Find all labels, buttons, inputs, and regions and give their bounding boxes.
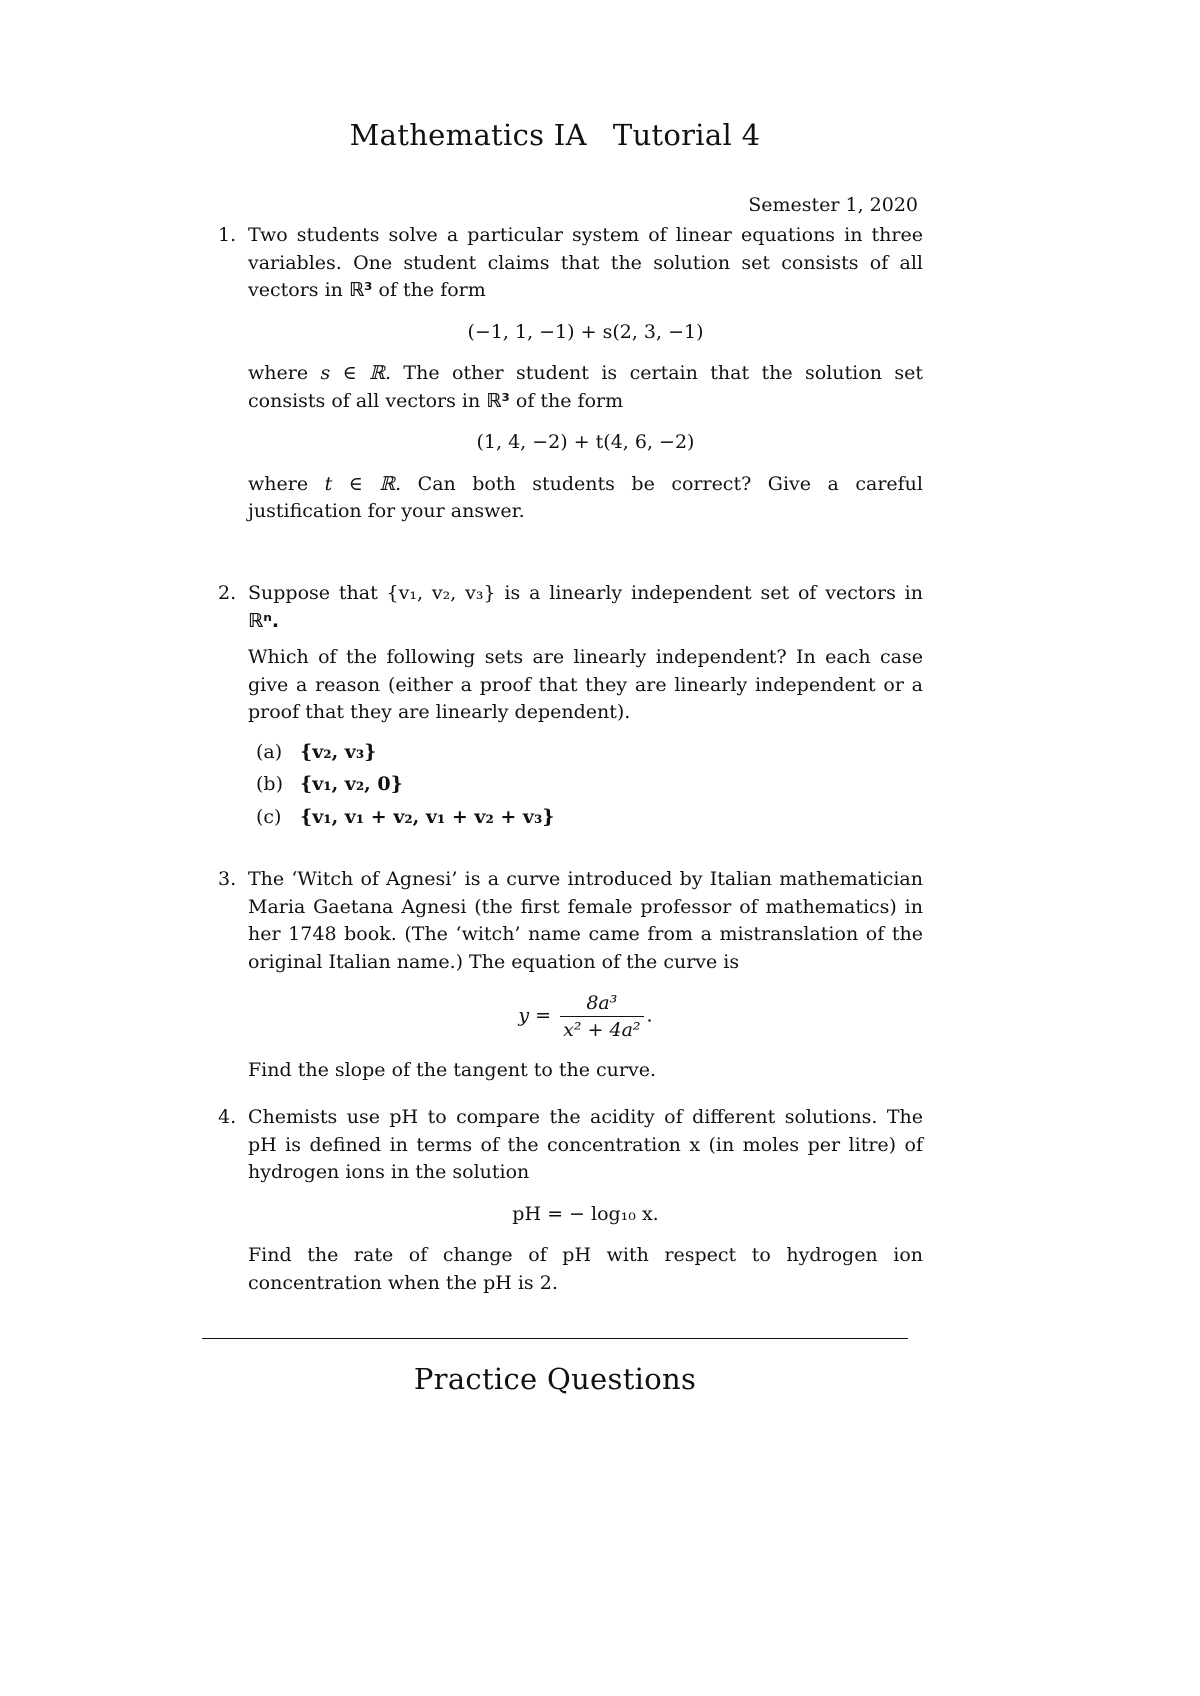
subquestion-label: (c) bbox=[256, 805, 282, 828]
question-3 bbox=[218, 866, 923, 1085]
reals-symbol: ℝ³ bbox=[348, 279, 373, 301]
list-item bbox=[248, 739, 923, 767]
question-text: Find the rate of change of pH with respect to hydrogen ion concentration when the pH is 2. bbox=[248, 1244, 923, 1294]
question-text: Chemists use pH to compare the acidity of different solutions. The pH is defined in terms of the concentration x (in moles per litre) of hydrogen ions in the solution bbox=[248, 1106, 923, 1183]
subquestion-set: {v₁, v₂, 0} bbox=[300, 773, 403, 795]
question-text: The ‘Witch of Agnesi’ is a curve introduced by Italian mathematician Maria Gaetana Agnesi (the first female professor of mathematics) in her 1748 book. (The ‘witch’ name came from a mistranslation of the original Italian name.) The equation of the curve is bbox=[248, 868, 923, 973]
equation: (1, 4, −2) + t(4, 6, −2) bbox=[476, 431, 695, 453]
equation: pH = − log₁₀ x. bbox=[512, 1202, 659, 1225]
section-heading: Practice Questions bbox=[413, 1362, 697, 1396]
subquestion-label: (b) bbox=[256, 773, 283, 795]
semester-label: Semester 1, 2020 bbox=[748, 194, 918, 216]
list-item bbox=[248, 771, 923, 799]
question-text: Suppose that {v₁, v₂, v₃} is a linearly independent set of vectors in ℝⁿ. bbox=[248, 582, 923, 632]
fraction bbox=[560, 990, 643, 1043]
question-number: 3. bbox=[218, 868, 237, 890]
math-condition: t ∈ ℝ. bbox=[324, 472, 402, 495]
title-course: Mathematics IA bbox=[349, 118, 587, 152]
fraction-numerator: 8a³ bbox=[560, 990, 643, 1017]
question-text: Which of the following sets are linearly independent? In each case give a reason (either a proof that they are linearly independent or a proof that they are linearly dependent). bbox=[248, 646, 923, 723]
equation: y = $\frac{\text{8a³}}{\text{x² + 4a²}}$ . bbox=[518, 992, 653, 1041]
section-divider bbox=[202, 1338, 908, 1339]
question-text: Two students solve a particular system of linear equations in three variables. One student claims that the solution set consists of all vectors in ℝ³ of the form bbox=[248, 224, 923, 301]
question-number: 4. bbox=[218, 1106, 237, 1128]
subquestion-set: {v₁, v₁ + v₂, v₁ + v₂ + v₃} bbox=[300, 805, 555, 828]
subquestion-label: (a) bbox=[256, 740, 283, 763]
list-item bbox=[248, 804, 923, 832]
question-text: where s ∈ ℝ. The other student is certain that the solution set consists of all vectors in ℝ³ of the form bbox=[248, 362, 923, 412]
question-4 bbox=[218, 1104, 923, 1297]
page-title bbox=[0, 118, 1110, 152]
math-condition: s ∈ ℝ. bbox=[320, 362, 391, 384]
title-tutorial: Tutorial 4 bbox=[612, 118, 761, 152]
question-text: where t ∈ ℝ. Can both students be correct? Give a careful justification for your answer. bbox=[248, 472, 923, 522]
question-2 bbox=[218, 580, 923, 836]
question-number: 2. bbox=[218, 582, 237, 604]
question-1 bbox=[218, 222, 923, 526]
subquestion-list bbox=[248, 739, 923, 832]
question-number: 1. bbox=[218, 224, 237, 246]
subquestion-set: {v₂, v₃} bbox=[300, 740, 377, 763]
equation: (−1, 1, −1) + s(2, 3, −1) bbox=[467, 320, 704, 343]
reals-symbol: ℝⁿ. bbox=[248, 609, 280, 632]
reals-symbol: ℝ³ bbox=[486, 389, 510, 412]
fraction-denominator: x² + 4a² bbox=[563, 1019, 641, 1041]
question-text: Find the slope of the tangent to the curve. bbox=[248, 1059, 656, 1081]
